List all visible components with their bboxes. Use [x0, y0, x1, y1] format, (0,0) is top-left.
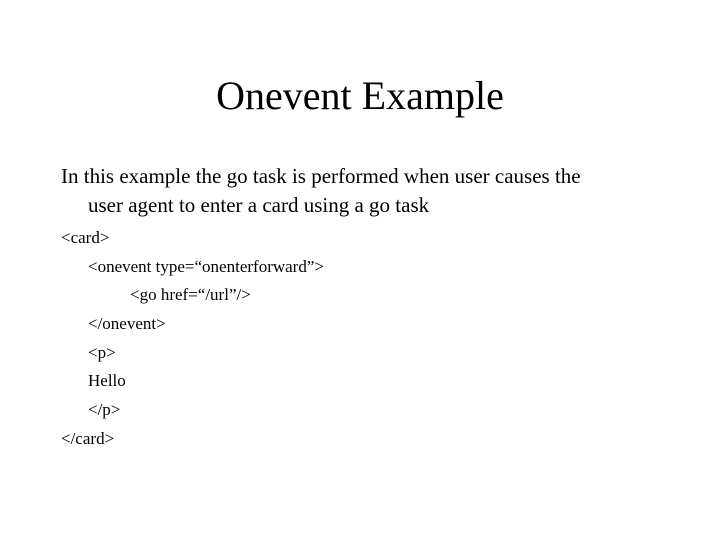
code-example [61, 224, 681, 454]
code-line-go: <go href=“/url”/> [130, 285, 251, 305]
code-line-onevent-close: </onevent> [88, 314, 166, 334]
code-line-onevent-open: <onevent type=“onenterforward”> [88, 256, 324, 276]
slide-title: Onevent Example [216, 73, 504, 118]
code-line-p-open: <p> [88, 342, 116, 362]
code-line-card-open: <card> [61, 228, 110, 247]
code-line-hello: Hello [88, 371, 126, 391]
intro-paragraph [61, 162, 681, 220]
code-line-p-close: </p> [88, 400, 121, 420]
intro-line-1: In this example the go task is performed when user causes the [61, 164, 581, 188]
code-line-card-close: </card> [61, 428, 115, 448]
intro-line-2: user agent to enter a card using a go task [88, 193, 430, 217]
